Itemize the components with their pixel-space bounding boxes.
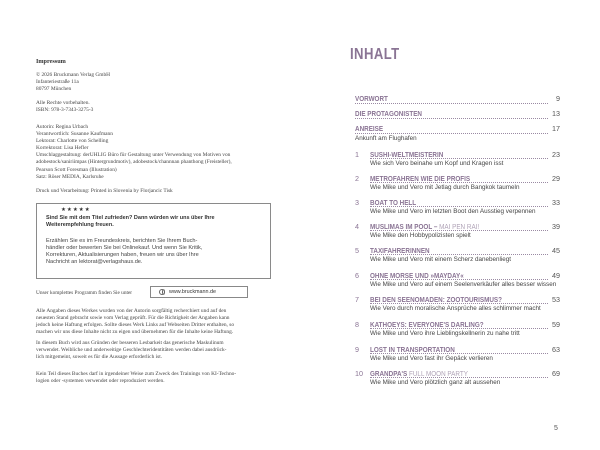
chapter-page-number: 49 (552, 271, 560, 280)
toc-section-label: DIE PROTAGONISTEN (355, 109, 423, 118)
chapter-page-number: 29 (552, 174, 560, 183)
toc-chapter-6[interactable] (355, 271, 560, 291)
chapter-subtitle: Wie Mike und Vero im letzten Boot den Ausstieg verpennen (370, 208, 536, 215)
toc-chapter-1[interactable] (355, 150, 560, 170)
rating-stars-icon: ★★★★★ (61, 207, 91, 213)
rights-isbn: Alle Rechte vorbehalten. ISBN: 978-3-7343-3275-3 (36, 100, 94, 114)
chapter-subtitle: Wie Vero durch moralische Ansprüche alles schlimmer macht (370, 305, 541, 312)
dotted-divider (370, 377, 548, 378)
gender-note: In diesem Buch wird aus Gründen der besseren Lesbarkeit das generische Maskulinum verwendet. Weibliche und anderweitige Geschlechteridentitäten werden dabei ausdrück- lich mitgemeint, soweit es für die Aussage erforderlich ist. (36, 340, 227, 361)
chapter-number: 7 (355, 295, 359, 304)
chapter-title-text: KATHOEYS: EVERYONE'S DARLING? (370, 320, 484, 329)
program-url-box[interactable] (150, 286, 248, 298)
chapter-number: 2 (355, 174, 359, 183)
chapter-subtitle: Wie sich Vero beinahe um Kopf und Kragen isst (370, 160, 504, 167)
toc-section-vorwort[interactable] (355, 94, 560, 104)
dotted-divider (355, 118, 548, 119)
program-url[interactable]: www.bruckmann.de (169, 289, 217, 295)
chapter-subtitle: Wie Mike und Vero auf einem Seelenverkäufer alles besser wissen (370, 281, 557, 288)
ai-note: Kein Teil dieses Buches darf in irgendeiner Weise zum Zweck des Trainings von KI-Techno- logien oder -systemen verwendet oder reproduziert werden. (36, 371, 237, 385)
chapter-number: 1 (355, 150, 359, 159)
disclaimer: Alle Angaben dieses Werkes wurden von der Autorin sorgfältig recherchiert und auf den neuesten Stand gebracht sowie vom Verlag geprüft. Für die Richtigkeit der Angaben kann jedoch keine Haftung erfolgen. Sollte dieses Werk Links auf Webseiten Dritter enthalten, so machen wir uns diese Inhalte nicht zu eigen und übernehmen für die Inhalte keine Haftung. (36, 308, 235, 336)
chapter-title-text: TAXIFAHRERINNEN (370, 246, 430, 255)
dotted-divider (370, 158, 548, 159)
dotted-divider (370, 353, 548, 354)
chapter-title-accent: MAI PEN RAI! (439, 222, 480, 231)
chapter-page-number: 33 (552, 198, 560, 207)
page-number: 5 (554, 425, 558, 432)
chapter-title-text: LOST IN TRANSPORTATION (370, 345, 455, 354)
chapter-subtitle: Wie Mike und Vero fast ihr Gepäck verlieren (370, 355, 493, 362)
chapter-title-accent: FULL MOON PARTY (408, 369, 468, 378)
chapter-title-text: SUSHI-WELTMEISTERIN (370, 150, 444, 159)
globe-icon (159, 289, 165, 295)
dotted-divider (370, 279, 548, 280)
chapter-subtitle: Wie Mike den Hobbypolizisten spielt (370, 232, 471, 239)
dotted-divider (370, 328, 548, 329)
chapter-number: 8 (355, 320, 359, 329)
dotted-divider (370, 206, 548, 207)
dotted-divider (355, 133, 548, 134)
chapter-subtitle: Wie Mike und Vero mit Jetlag durch Bangkok taumeln (370, 184, 520, 191)
chapter-page-number: 59 (552, 320, 560, 329)
chapter-title-text: OHNE MORSE UND »MAYDAY« (370, 271, 464, 280)
chapter-number: 4 (355, 222, 359, 231)
toc-chapter-10[interactable] (355, 369, 560, 389)
chapter-page-number: 23 (552, 150, 560, 159)
feedback-question: Sind Sie mit dem Titel zufrieden? Dann würden wir uns über Ihre Weiterempfehlung freuen. (46, 215, 215, 229)
chapter-page-number: 69 (552, 369, 560, 378)
toc-page-number: 17 (552, 124, 560, 133)
chapter-number: 10 (355, 369, 363, 378)
toc-chapter-2[interactable] (355, 174, 560, 194)
toc-page-number: 13 (552, 109, 560, 118)
dotted-divider (370, 303, 548, 304)
toc-title: INHALT (350, 46, 400, 63)
dotted-divider (370, 182, 548, 183)
dotted-divider (370, 254, 548, 255)
toc-section-label: ANREISE (355, 124, 384, 133)
chapter-number: 9 (355, 345, 359, 354)
impressum-title: Impressum (36, 58, 66, 65)
toc-chapter-7[interactable] (355, 295, 560, 315)
publisher-address: © 2026 Bruckmann Verlag GmbH Infanteriestraße 11a 80797 München (36, 72, 111, 93)
toc-chapter-9[interactable] (355, 345, 560, 365)
toc-section-label: VORWORT (355, 94, 388, 103)
chapter-title-text: GRANDPA'S (370, 369, 409, 378)
toc-chapter-4[interactable] (355, 222, 560, 242)
program-label: Unser komplettes Programm finden Sie unter (36, 290, 133, 296)
credits: Autorin: Regina Urbach Verantwortlich: Susanne Kaufmann Lektorat: Charlotte von Schelling Korrektorat: Lisa Hefler Umschlaggestaltung: derUHLIG Büro für Gestaltung unter Verwendung von Motiven von adobestock/saniriimpas (Hintergrundmotiv), adobestock/channnan phanthong (Freisteller), Pearson Scott Foresman (Illustration) Satz: Röser MEDIA, Karlsruhe Druck und Verarbeitung: Printed in Slovenia by Florjancic Tisk (36, 124, 232, 194)
toc-section-subtitle: Ankunft am Flughafen (355, 135, 417, 142)
feedback-box (36, 203, 271, 279)
toc-chapter-3[interactable] (355, 198, 560, 218)
chapter-page-number: 63 (552, 345, 560, 354)
chapter-page-number: 45 (552, 246, 560, 255)
chapter-title-text: BOAT TO HELL (370, 198, 417, 207)
chapter-number: 6 (355, 271, 359, 280)
chapter-number: 5 (355, 246, 359, 255)
chapter-subtitle: Wie Mike und Vero mit einem Scherz danebenliegt (370, 256, 512, 263)
chapter-title-text: METROFAHREN WIE DIE PROFIS (370, 174, 471, 183)
chapter-title-text: MUSLIMAS IM POOL – (370, 222, 440, 231)
dotted-divider (370, 230, 548, 231)
dotted-divider (355, 103, 548, 104)
toc-chapter-8[interactable] (355, 320, 560, 340)
chapter-subtitle: Wie Mike und Vero ihre Lieblingskellnerin zu nahe tritt (370, 330, 520, 337)
toc-section-protagonisten[interactable] (355, 109, 560, 119)
chapter-page-number: 39 (552, 222, 560, 231)
chapter-subtitle: Wie Mike und Vero plötzlich ganz alt aussehen (370, 379, 501, 386)
toc-page-number: 9 (556, 94, 560, 103)
toc-chapter-5[interactable] (355, 246, 560, 266)
toc-section-anreise[interactable] (355, 124, 560, 134)
feedback-text: Erzählen Sie es im Freundeskreis, berichten Sie Ihrem Buch- händler oder bewerten Sie bei Onlinekauf. Und wenn Sie Kritik, Korrekturen, Aktualisierungen haben, freuen wir uns über Ihre Nachricht an lektorat@verlagshaus.de. (46, 238, 203, 266)
chapter-page-number: 53 (552, 295, 560, 304)
chapter-title-text: BEI DEN SEENOMADEN: ZOOTOURISMUS? (370, 295, 503, 304)
chapter-number: 3 (355, 198, 359, 207)
